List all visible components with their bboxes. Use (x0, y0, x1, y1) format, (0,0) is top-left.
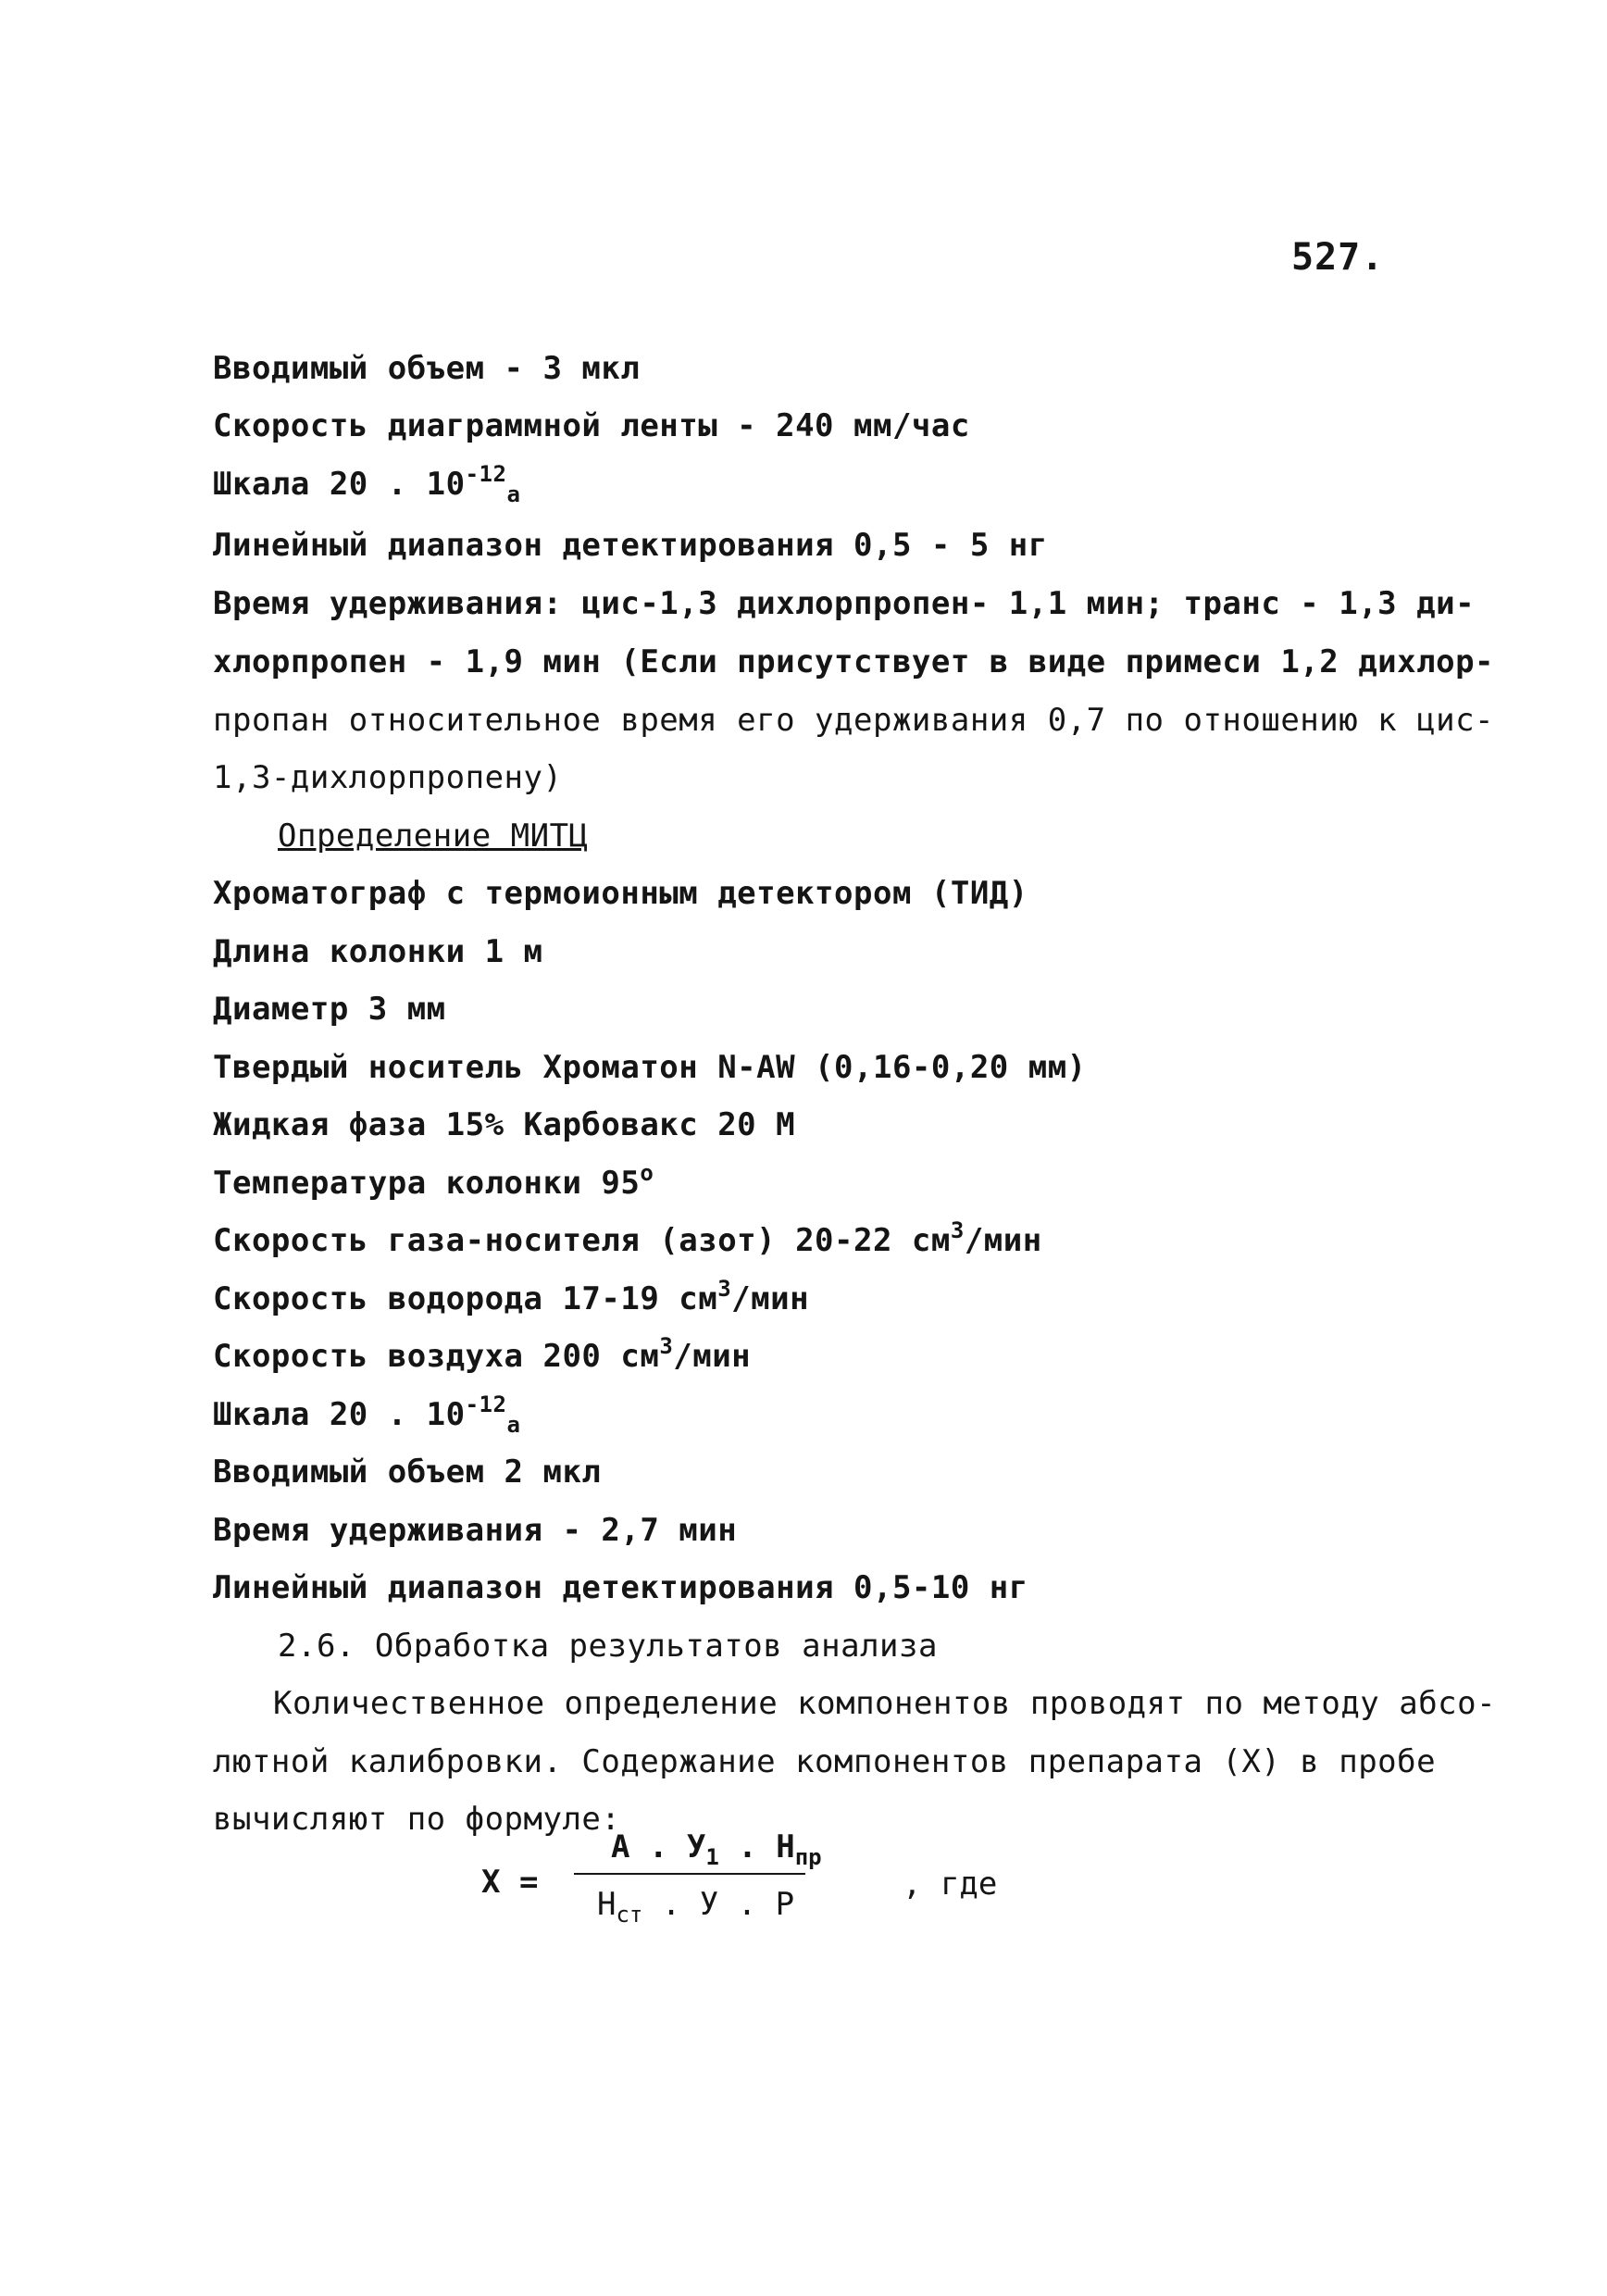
gas-rate-line (213, 1333, 752, 1375)
text-line: Линейный диапазон детектирования 0,5 - 5 нг (213, 527, 1048, 564)
formula (481, 1828, 1129, 1940)
degree-symbol: о (640, 1160, 654, 1186)
text-line: Жидкая фаза 15% Карбовакс 20 М (213, 1106, 796, 1143)
text-line: Длина колонки 1 м (213, 933, 543, 970)
gas-rate-text: Скорость газа-носителя (азот) 20-22 см (213, 1222, 951, 1259)
scale-prefix: Шкала 20 . 10 (213, 1396, 466, 1433)
gas-rate-exponent: 3 (950, 1217, 965, 1243)
text-line: Вводимый объем 2 мкл (213, 1454, 602, 1491)
scale-unit: а (506, 481, 521, 507)
column-temperature-text: Температура колонки 95 (213, 1165, 641, 1202)
gas-rate-line (213, 1217, 1042, 1259)
text-line: хлорпропен - 1,9 мин (Если присутствует в виде примеси 1,2 дихлор- (213, 643, 1495, 680)
subsection-title: 2.6. Обработка результатов анализа (278, 1628, 938, 1665)
text-line: Вводимый объем - 3 мкл (213, 350, 641, 387)
text-line: Время удерживания - 2,7 мин (213, 1512, 738, 1549)
body-line: вычисляют по формуле: (213, 1801, 621, 1838)
gas-rate-line (213, 1276, 810, 1317)
scale-prefix: Шкала 20 . 10 (213, 466, 466, 503)
numerator-part: . Н (718, 1828, 795, 1866)
body-line: Количественное определение компонентов проводят по методу абсо- (273, 1685, 1497, 1722)
section-heading: Определение МИТЦ (278, 817, 589, 855)
numerator-subscript: 1 (705, 1844, 719, 1870)
denominator-subscript: ст (616, 1902, 643, 1928)
page-number: 527. (1291, 236, 1385, 279)
scale-line (213, 1391, 521, 1438)
scale-exponent: -12 (465, 1391, 507, 1417)
gas-rate-exponent: 3 (659, 1333, 674, 1359)
gas-rate-text: Скорость водорода 17-19 см (213, 1280, 718, 1317)
formula-numerator (611, 1828, 822, 1870)
scale-line (213, 461, 521, 507)
gas-rate-unit: /мин (731, 1280, 810, 1317)
body-line: лютной калибровки. Содержание компонентов препарата (Х) в пробе (213, 1743, 1437, 1780)
text-line: Твердый носитель Хроматон N-AW (0,16-0,20 мм) (213, 1049, 1087, 1086)
gas-rate-exponent: 3 (717, 1276, 732, 1302)
text-line: Хроматограф с термоионным детектором (ТИД) (213, 875, 1028, 912)
text-line: Скорость диаграммной ленты - 240 мм/час (213, 407, 970, 444)
denominator-part: . У . Р (642, 1886, 795, 1923)
text-line: 1,3-дихлорпропену) (213, 759, 563, 796)
formula-trailer: , где (903, 1866, 998, 1903)
formula-lhs: Х = (481, 1864, 539, 1901)
scale-exponent: -12 (465, 461, 507, 487)
formula-denominator (597, 1886, 795, 1928)
column-temperature-line (213, 1160, 654, 1202)
gas-rate-unit: /мин (964, 1222, 1042, 1259)
numerator-part: А . У (611, 1828, 706, 1866)
gas-rate-text: Скорость воздуха 200 см (213, 1338, 660, 1375)
text-line: Время удерживания: цис-1,3 дихлорпропен- 1,1 мин; транс - 1,3 ди- (213, 585, 1476, 622)
text-line: пропан относительное время его удерживания 0,7 по отношению к цис- (213, 702, 1495, 739)
text-line: Линейный диапазон детектирования 0,5-10 нг (213, 1569, 1028, 1606)
denominator-part: Н (597, 1886, 617, 1923)
fraction-bar (574, 1873, 805, 1875)
text-line: Диаметр 3 мм (213, 991, 446, 1028)
gas-rate-unit: /мин (673, 1338, 752, 1375)
numerator-subscript: пр (794, 1844, 822, 1870)
scale-unit: а (506, 1412, 521, 1438)
